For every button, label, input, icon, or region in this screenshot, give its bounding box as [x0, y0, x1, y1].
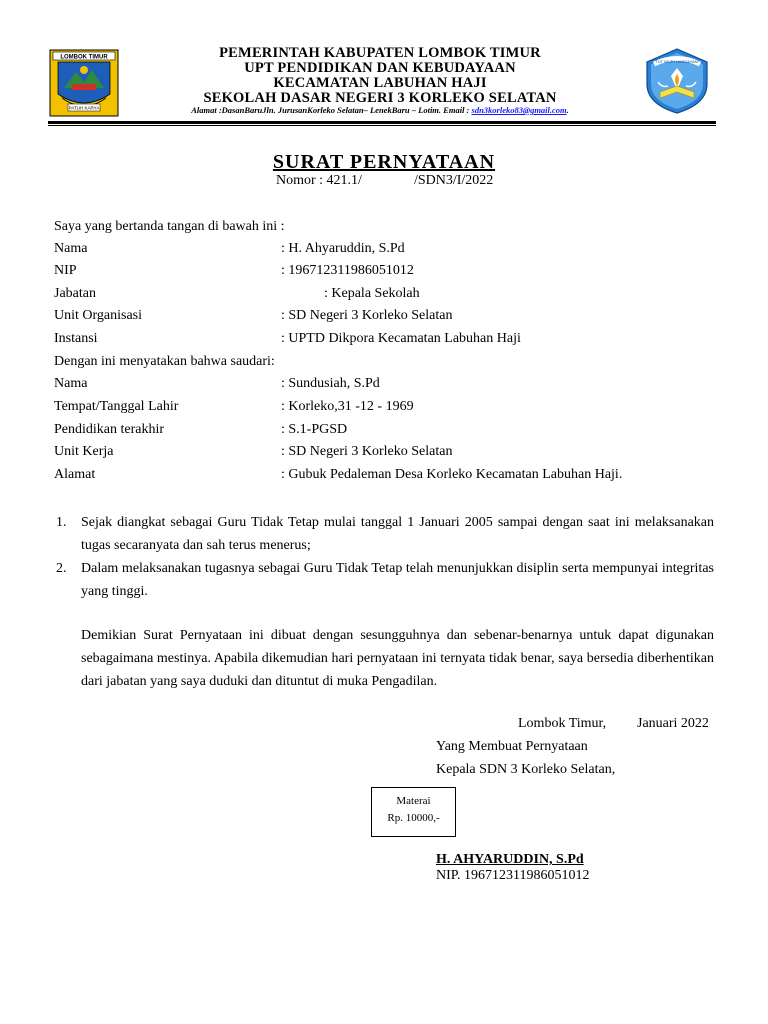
field-value: : SD Negeri 3 Korleko Selatan: [281, 444, 453, 459]
stamp-duty-box: [371, 787, 456, 837]
letterhead-title-block: [130, 46, 630, 106]
stamp-duty-label: Materai: [396, 795, 431, 807]
field-label: Tempat/Tanggal Lahir: [54, 399, 179, 414]
letterhead-line-3: KECAMATAN LABUHAN HAJI: [273, 75, 487, 91]
field-value: : Gubuk Pedaleman Desa Korleko Kecamatan Labuhan Haji.: [281, 467, 623, 482]
letterhead-address: [130, 105, 630, 115]
list-text: Sejak diangkat sebagai Guru Tidak Tetap mulai tanggal 1 Januari 2005 sampai dengan saat ini melaksanakan tugas secaranyata dan sah terus menerus;: [81, 515, 714, 553]
letterhead-rule-thin: [48, 125, 716, 126]
email-link[interactable]: sdn3korleko83@gmail.com: [471, 105, 567, 115]
document-number: [276, 173, 493, 189]
field-value: : Sundusiah, S.Pd: [281, 376, 380, 391]
field-label: Unit Kerja: [54, 444, 114, 459]
lombok-timur-crest-logo: [48, 48, 120, 118]
signer-name: H. AHYARUDDIN, S.Pd: [436, 852, 584, 867]
field-value: : H. Ahyaruddin, S.Pd: [281, 241, 405, 256]
letterhead-rule-thick: [48, 121, 716, 124]
field-label: Instansi: [54, 331, 98, 346]
signature-maker: Yang Membuat Pernyataan: [436, 739, 588, 754]
letterhead-line-1: PEMERINTAH KABUPATEN LOMBOK TIMUR: [219, 45, 541, 61]
statement-list: [54, 511, 714, 603]
list-text: Dalam melaksanakan tugasnya sebagai Guru Tidak Tetap telah menunjukkan disiplin serta mempunyai integritas yang tinggi.: [81, 561, 714, 599]
list-number: 2.: [56, 561, 67, 576]
list-number: 1.: [56, 515, 67, 530]
closing-paragraph: Demikian Surat Pernyataan ini dibuat dengan sesungguhnya dan sebenar-benarnya untuk dapat digunakan sebagaimana mestinya. Apabila dikemudian hari pernyataan ini ternyata tidak benar, saya bersedia diberhentikan dari jabatan yang saya duduki dan dituntut di muka Pengadilan.: [81, 628, 714, 689]
field-label: Alamat: [54, 467, 96, 482]
field-value: : SD Negeri 3 Korleko Selatan: [281, 308, 453, 323]
document-title: SURAT PERNYATAAN: [272, 151, 496, 173]
crest-motto: PATUH KARYA: [68, 105, 100, 111]
signer-nip: NIP. 196712311986051012: [436, 868, 590, 883]
field-value: : Korleko,31 -12 - 1969: [281, 399, 414, 414]
signature-date: Januari 2022: [637, 716, 709, 731]
field-value: : UPTD Dikpora Kecamatan Labuhan Haji: [281, 331, 521, 346]
intro-text: Saya yang bertanda tangan di bawah ini :: [54, 219, 285, 234]
tut-wuri-handayani-logo: [640, 48, 714, 114]
field-value: : 196712311986051012: [281, 263, 414, 278]
signature-position: Kepala SDN 3 Korleko Selatan,: [436, 762, 616, 777]
list-item: [54, 557, 714, 603]
statement-intro: Dengan ini menyatakan bahwa saudari:: [54, 354, 275, 369]
field-value: : Kepala Sekolah: [324, 286, 420, 301]
crest-text: LOMBOK TIMUR: [60, 54, 108, 61]
field-label: NIP: [54, 263, 77, 278]
stamp-duty-value: Rp. 10000,-: [387, 812, 440, 824]
list-item: [54, 511, 714, 557]
address-text: Alamat :DasanBaruJln. JurusanKorleko Selatan– LenekBaru – Lotim. Email :: [191, 105, 472, 115]
field-label: Nama: [54, 241, 88, 256]
field-label: Unit Organisasi: [54, 308, 143, 323]
field-label: Jabatan: [54, 286, 96, 301]
letterhead-line-4: SEKOLAH DASAR NEGERI 3 KORLEKO SELATAN: [203, 90, 557, 106]
field-value: : S.1-PGSD: [281, 422, 348, 437]
signature-place: Lombok Timur,: [518, 716, 607, 731]
number-suffix: /SDN3/I/2022: [413, 173, 494, 188]
field-label: Pendidikan terakhir: [54, 422, 165, 437]
field-label: Nama: [54, 376, 88, 391]
logo-motto-text: TUT WURI HANDAYANI: [655, 59, 699, 64]
number-prefix: Nomor : 421.1/: [276, 173, 362, 188]
letterhead-line-2: UPT PENDIDIKAN DAN KEBUDAYAAN: [244, 60, 516, 76]
address-end: .: [566, 105, 569, 115]
